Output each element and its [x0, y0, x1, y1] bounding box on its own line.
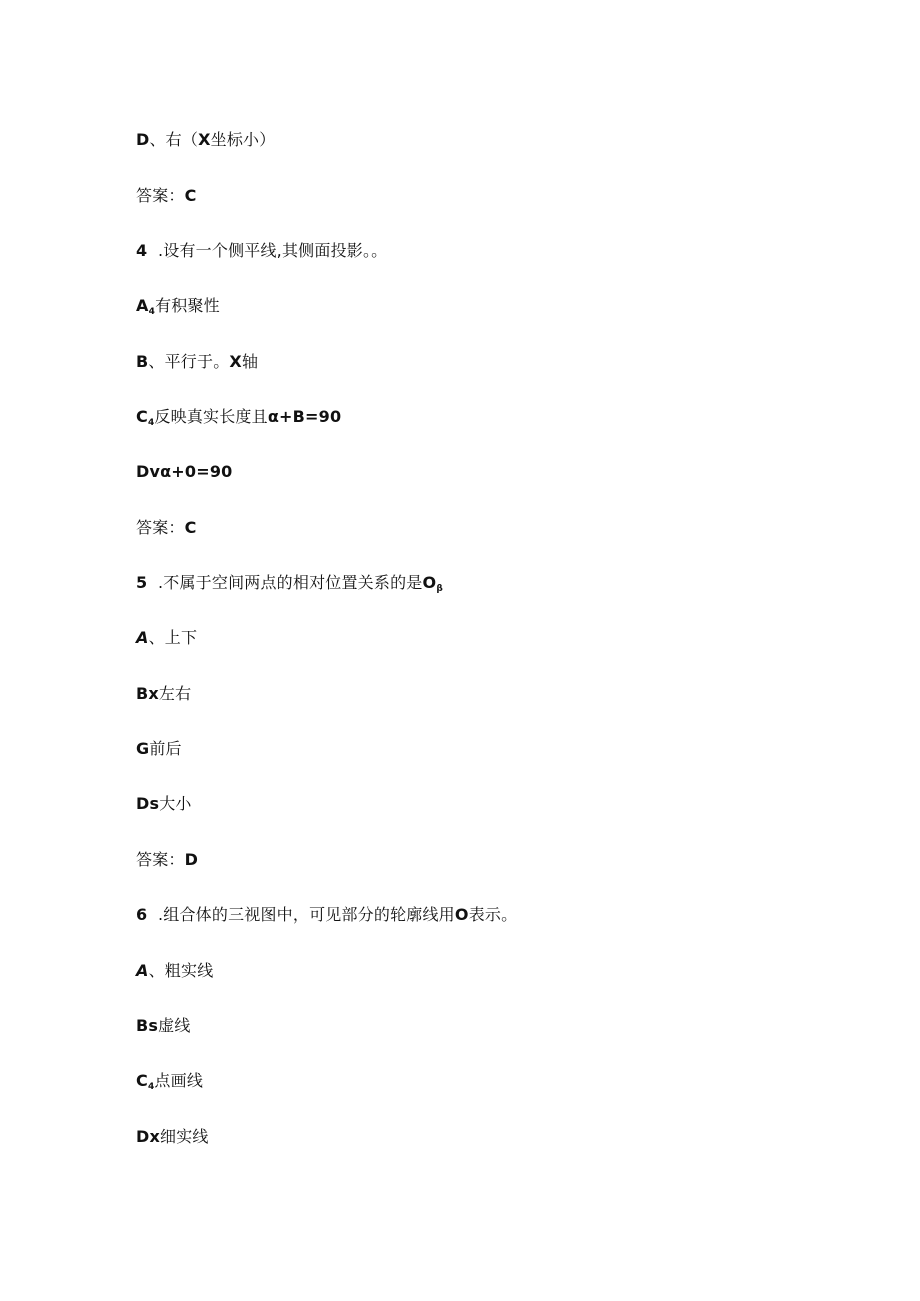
- question-subscript: β: [436, 584, 443, 594]
- q4-option-a: [136, 296, 220, 322]
- q6-option-c: [136, 1071, 203, 1097]
- question-number: 6: [136, 905, 148, 924]
- answer-value: C: [184, 518, 197, 537]
- question-text: .设有一个侧平线,其侧面投影。。: [158, 241, 388, 260]
- option-letter: B: [136, 352, 149, 371]
- question-blank: O: [454, 905, 469, 924]
- option-subscript: 4: [147, 1082, 155, 1092]
- q5-option-c: [136, 739, 182, 759]
- q4-option-c: [136, 407, 341, 433]
- option-text: Dvα+0=90: [136, 462, 233, 481]
- option-letter: C: [136, 407, 148, 426]
- option-letter: A: [136, 628, 149, 647]
- option-text-x: X: [229, 352, 242, 371]
- q6-option-a: [136, 961, 213, 981]
- option-text: 左右: [158, 684, 192, 703]
- option-subscript: 4: [147, 418, 155, 428]
- q5-answer: [136, 850, 198, 870]
- option-text: 、右（: [149, 130, 199, 149]
- answer-label: 答案：: [136, 186, 185, 205]
- option-letter: Dx: [136, 1127, 161, 1146]
- q6-option-d: [136, 1127, 209, 1147]
- q6-option-b: [136, 1016, 191, 1036]
- option-letter: Ds: [136, 794, 160, 813]
- question-number: 5: [136, 573, 148, 592]
- q5-option-a: [136, 628, 197, 648]
- option-text: 反映真实长度且: [154, 407, 268, 426]
- q6-stem: [136, 905, 517, 925]
- answer-value: C: [184, 186, 197, 205]
- q4-stem: [136, 241, 387, 261]
- option-formula: α+B=90: [267, 407, 342, 426]
- option-text: 细实线: [160, 1127, 209, 1146]
- answer-label: 答案：: [136, 518, 185, 537]
- option-letter: A: [136, 961, 149, 980]
- option-letter: Bs: [136, 1016, 159, 1035]
- q3-option-d: [136, 130, 275, 150]
- q4-option-d: [136, 462, 233, 482]
- option-text-x: X: [198, 130, 211, 149]
- option-subscript: 4: [148, 307, 156, 317]
- option-text: 前后: [149, 739, 182, 758]
- option-text: 、平行于。: [148, 352, 230, 371]
- q4-answer: [136, 518, 197, 538]
- option-text: 坐标小）: [210, 130, 276, 149]
- question-text: .不属于空间两点的相对位置关系的是: [158, 573, 423, 592]
- question-text-end: 表示。: [468, 905, 518, 924]
- question-text: .组合体的三视图中，可见部分的轮廓线用: [158, 905, 455, 924]
- q5-option-d: [136, 794, 192, 814]
- option-letter: G: [136, 739, 150, 758]
- q4-option-b: [136, 352, 258, 372]
- option-text: 虚线: [158, 1016, 191, 1035]
- q5-option-b: [136, 684, 191, 704]
- option-text: 有积聚性: [155, 296, 220, 315]
- answer-label: 答案：: [136, 850, 185, 869]
- option-text: 点画线: [154, 1071, 204, 1090]
- option-letter: Bx: [136, 684, 159, 703]
- option-letter: D: [136, 130, 150, 149]
- q3-answer: [136, 186, 197, 206]
- q5-stem: [136, 573, 443, 599]
- option-letter: C: [136, 1071, 148, 1090]
- question-blank: O: [422, 573, 437, 592]
- question-number: 4: [136, 241, 148, 260]
- option-text: 、粗实线: [148, 961, 214, 980]
- option-text: 轴: [241, 352, 259, 371]
- option-text: 、上下: [148, 628, 198, 647]
- option-letter: A: [136, 296, 149, 315]
- option-text: 大小: [159, 794, 192, 813]
- answer-value: D: [184, 850, 199, 869]
